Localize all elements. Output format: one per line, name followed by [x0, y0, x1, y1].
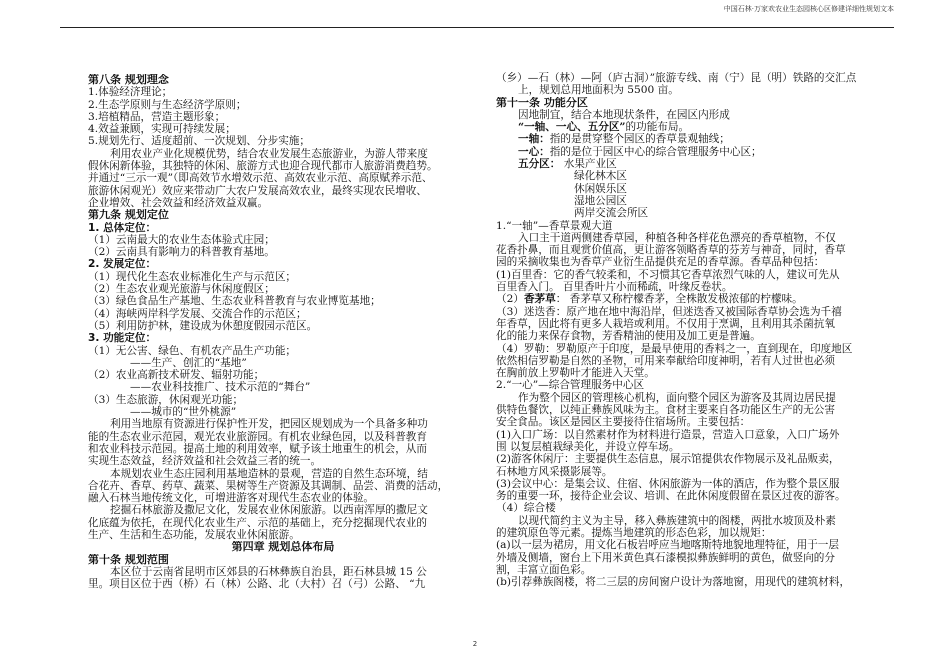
text-line: （1）无公害、绿色、有机农产品生产功能； [88, 344, 297, 357]
text-line: （3）生态旅游，休闲观光功能； [88, 393, 244, 406]
text-line: (1)入口广场：以自然素材作为材料进行造景，营造入口意象，入口广场外 [496, 428, 840, 441]
text-line: 和农业科技示范园。提高土地的利用效率，赋予该土地重生的机会，从而 [88, 442, 427, 455]
text-line: (3)会议中心：是集会议、住宿、休闲旅游为一体的酒店，作为整个景区服 [496, 477, 840, 490]
text-line: 2.生态学原则与生态经济学原则； [88, 98, 247, 111]
text-line: 能的生态农业示范园，观光农业旅游园。有机农业绿色园，以及科普教育 [88, 430, 427, 443]
text-line: （4）综合楼 [496, 502, 556, 515]
text-line: “一轴、一心、五分区”的功能布局。 [518, 121, 690, 134]
text-line: 假休闲新体验，其独特的休闲、旅游方式也迎合现代都市人旅游消费趋势。 [88, 160, 438, 173]
text-line: 实现生态效益，经济效益和社会效益三者的统一。 [88, 455, 322, 468]
text-line: （3）绿色食品生产基地、生态农业科普教育与农业博览基地； [88, 295, 381, 308]
text-line: 围 以复层植栽绿美化，并设立停车场。 [496, 440, 680, 453]
text-line: 化的能力来保存食物，芳香精油的使用及加工更是普遍。 [496, 330, 761, 343]
text-line: （5）利用防护林，建设成为休憩度假园示范区。 [88, 319, 318, 332]
text-line: （4）海峡两岸科学发展、交流合作的示范区； [88, 307, 307, 320]
right-column [496, 72, 888, 588]
text-line: （4）罗勒：罗勒原产于印度，是最早使用的香料之一，直到现在，印度地区 [496, 342, 853, 355]
bold-term: “一轴、一心、五分区” [518, 121, 626, 134]
text-line: 融入石林当地传统文化，可增进游客对现代生态农业的体验。 [88, 492, 375, 505]
text-line: （1）云南最大的农业生态体验式庄园； [88, 233, 275, 246]
text-line: 花香扑鼻，而且观赏价值高，更让游客领略香草的芬芳与神奇，同时，香草 [496, 244, 846, 257]
bold-term: 五分区： [518, 158, 561, 171]
header-title: 中国石林·万家欢农业生态园核心区修建详细性规划文本 [723, 5, 894, 13]
text-line: 挖掘石林旅游及撒尼文化，发展农业休闲旅游。以西南浑厚的撒尼文 [110, 504, 428, 517]
text-line: 在胸前放上罗勒叶才能进入天堂。 [496, 367, 655, 380]
text-line: 安全食品。该区是园区主要接待住宿场所。主要包括： [496, 416, 751, 429]
text-line: 化底蕴为依托，在现代化农业生产、示范的基础上，充分挖掘现代农业的 [88, 516, 427, 529]
text-line: 1.体验经济理论； [88, 86, 173, 99]
text-line: 依然相信罗勒是自然的圣物，可用来奉献给印度神明，若有人过世也必须 [496, 354, 835, 367]
text-line: (a)以一层为裙房，用文化石板岩呼应当地喀斯特地貌地理特征，用于一层 [496, 539, 839, 552]
text-line: 的建筑原色等元素。提炼当地建筑的形态色彩，加以规矩： [496, 526, 772, 539]
text-line: 湿地公园区 [574, 194, 627, 207]
text-line: 合花卉、香草、药草、蔬菜、果树等生产资源及其调制、品尝、消费的活动， [88, 479, 449, 492]
text-line: 3.培植精品，营造主题形象； [88, 110, 226, 123]
text-line: 企业增效、社会效益和经济效益双赢。 [88, 196, 269, 209]
text-line: （2）生态农业观光旅游与休闲度假区； [88, 283, 275, 296]
text-line: 休闲娱乐区 [574, 182, 627, 195]
text-line: 5.规划先行、适度超前、一次规划、分步实施； [88, 135, 310, 148]
text-line: 割，丰富立面色彩。 [496, 563, 592, 576]
section-heading: 第十一条 功能分区 [496, 96, 588, 109]
text-line: 务的重要一环，接待企业会议、培训、在此休闲度假留在景区过夜的游客。 [496, 490, 846, 503]
text-line: 供特色餐饮，以纯正彝族风味为主。食材主要来自各功能区生产的无公害 [496, 404, 835, 417]
text-line: （2）云南具有影响力的科普教育基地。 [88, 246, 275, 259]
text-line: (b)引荐彝族阁楼，将二三层的房间窗户设计为落地窗，用现代的建筑材料， [496, 576, 851, 589]
text-line: 一心：指的是位于园区中心的综合管理服务中心区； [518, 145, 762, 158]
page-header [0, 0, 950, 32]
text-line: 本规划农业生态庄园利用基地造林的景观，营造的自然生态环境，结 [110, 467, 428, 480]
text-line: 绿化林木区 [574, 170, 627, 183]
text-line: （乡）—石（林）—阿（庐古洞）”旅游专线、南（宁）昆（明）铁路的交汇点 [496, 72, 857, 84]
text-line: 4.效益兼顾，实现可持续发展； [88, 123, 236, 136]
text-line: 以现代简约主义为主导，移入彝族建筑中的阁楼，两批水坡顶及朴素 [518, 514, 836, 527]
section-heading: 第八条 规划理念 [88, 74, 169, 86]
text-line: 利用当地原有资源进行保护性开发，把园区规划成为一个具备多种功 [110, 418, 428, 431]
left-column [88, 74, 478, 590]
text-line: 五分区： 水果产业区 [518, 158, 617, 171]
bold-term: 香茅草 [523, 293, 556, 306]
text-line: (2)游客休闲厅：主要提供生态信息，展示馆提供农作物展示及礼品贩卖， [496, 453, 840, 466]
text-line: ——生产、创汇的“基地” [130, 356, 247, 369]
text-line: 2. 发展定位： [88, 258, 157, 271]
text-line: 上，规划总用地面积为 5500 亩。 [518, 84, 679, 97]
text-line: 3. 功能定位： [88, 332, 157, 345]
page-number: 2 [472, 640, 478, 648]
text-line: 石林地方风采摄影展等。 [496, 465, 613, 478]
bold-term: 一心： [518, 145, 550, 158]
text-line: 1. 总体定位： [88, 221, 157, 234]
text-line: 并通过“三示一观”（即高效节水增效示范、高效农业示范、高原赋养示范、 [88, 172, 433, 185]
text-line: 作为整个园区的管理核心机构，面向整个园区为游客及其周边居民提 [518, 391, 836, 404]
text-line: 年香草，因此将有更多人栽培或利用。不仅用于烹调，且利用其杀菌抗氧 [496, 317, 835, 330]
text-line: ——农业科技推广、技术示范的“舞台” [130, 381, 311, 394]
text-line: 外墙及侧墙，窗台上下用米黄色真石漆模拟彝族鲜明的黄色，做竖向的分 [496, 551, 835, 564]
text-line: 百里香入门。 百里香叶片小而稀疏，叶缘反卷状。 [496, 281, 733, 294]
text-line: 两岸交流会所区 [574, 207, 649, 220]
text-line: 利用农业产业化规模优势，结合农业发展生态旅游业，为游人带来度 [110, 147, 428, 160]
text-line: (1)百里香：它的香气较柔和，不习惯其它香草浓烈气味的人，建议可先从 [496, 268, 840, 281]
text-line: 生产、生活和生态功能，发展农业休闲旅游。 [88, 528, 300, 541]
bold-term: 一轴： [518, 133, 550, 146]
text-line: 旅游休闲观光）效应来带动广大农户发展高效农业，最终实现农民增收、 [88, 184, 427, 197]
text-line: 一轴：指的是贯穿整个园区的香草景观轴线； [518, 133, 730, 146]
text-line: 1.“一轴”—香草景观大道 [496, 219, 613, 232]
text-line: 因地制宜，结合本地现状条件，在园区内形成 [518, 108, 730, 121]
text-line: 2.“一心”—综合管理服务中心区 [496, 379, 645, 392]
section-heading: 第四章 规划总体布局 [231, 541, 335, 554]
text-line: （2）香茅草： 香茅草又称柠檬香茅，全株散发极浓郁的柠檬味。 [496, 293, 803, 306]
text-line: 入口主干道两侧建香草园，种植各种各样花色漂亮的香草植物，不仅 [518, 231, 836, 244]
text-line: ——城市的“世外桃源” [130, 406, 237, 419]
header-rule [60, 27, 894, 28]
text-line: （2）农业高新技术研发、辐射功能； [88, 369, 265, 382]
text-line: （1）现代化生态农业标准化生产与示范区； [88, 270, 297, 283]
text-line: （3）迷迭香：原产地在地中海沿岸，但迷迭香又被国际香草协会选为千禧 [496, 305, 842, 318]
text-line: 园的采摘收集也为香草产业衍生品提供充足的香草源。香草品种包括： [496, 256, 825, 269]
section-heading: 第九条 规划定位 [88, 209, 169, 222]
text-line: 本区位于云南省昆明市区郊县的石林彝族自治县，距石林县城 15 公 [110, 565, 427, 578]
text-line: 里。项目区位于西（桥）石（林）公路、北（大村）召（弓）公路、 “九 [88, 578, 426, 591]
section-heading: 第十条 规划范围 [88, 553, 169, 566]
